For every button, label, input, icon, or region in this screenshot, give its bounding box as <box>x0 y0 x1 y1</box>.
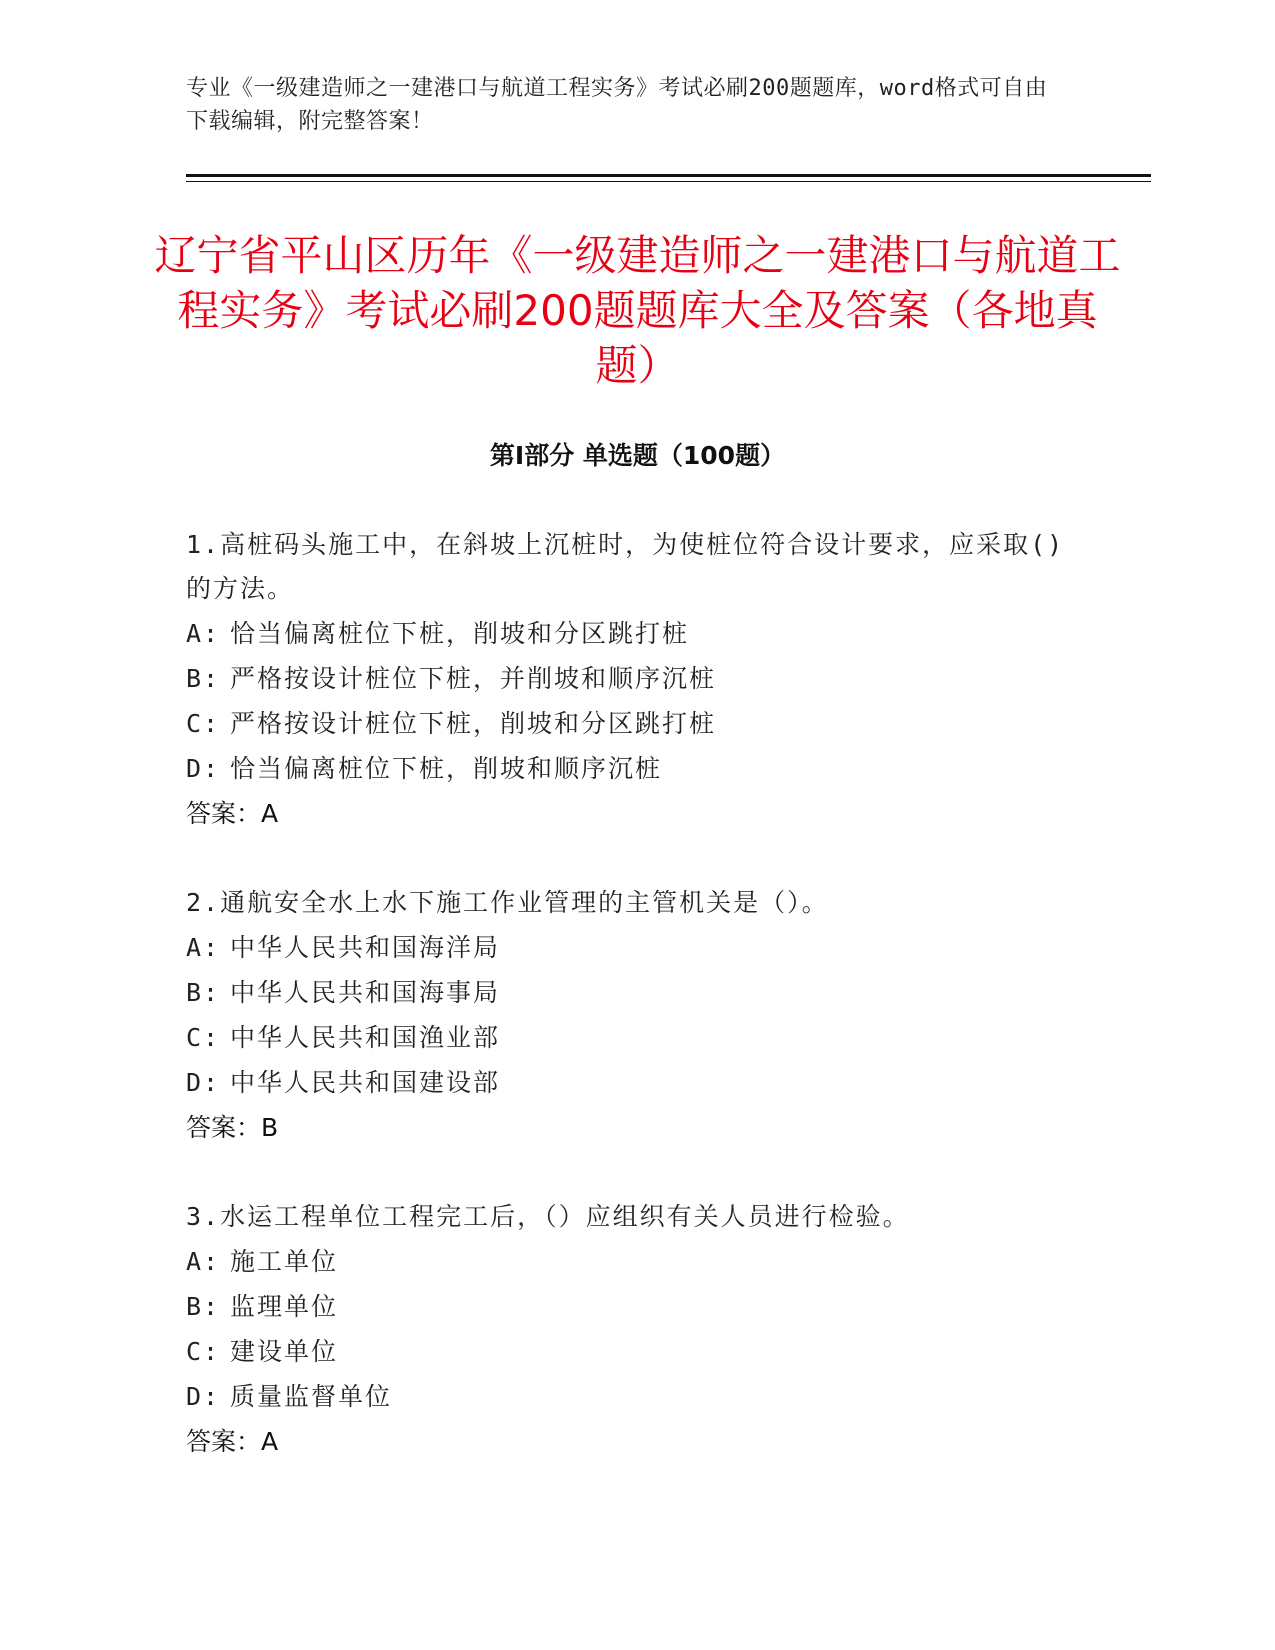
section-heading: 第I部分 单选题（100题） <box>489 441 786 470</box>
option-text: 中华人民共和国海事局 <box>230 978 501 1007</box>
option-letter: D: <box>186 1382 221 1411</box>
option-letter: B: <box>186 978 221 1007</box>
option-text: 施工单位 <box>230 1247 339 1276</box>
option-b <box>186 656 1066 701</box>
question-stem: 1.高桩码头施工中，在斜坡上沉桩时，为使桩位符合设计要求，应采取()的方法。 <box>186 530 1065 603</box>
option-text: 中华人民共和国渔业部 <box>230 1023 501 1052</box>
header-divider-thin <box>186 181 1151 182</box>
option-text: 建设单位 <box>230 1337 339 1366</box>
option-a <box>186 925 1066 970</box>
question-2 <box>186 881 1066 1150</box>
option-text: 严格按设计桩位下桩，削坡和分区跳打桩 <box>230 709 717 738</box>
question-stem: 2.通航安全水上水下施工作业管理的主管机关是（）。 <box>186 888 829 917</box>
question-stem: 3.水运工程单位工程完工后，（）应组织有关人员进行检验。 <box>186 1202 910 1231</box>
answer: 答案：A <box>186 799 279 828</box>
document-title: 辽宁省平山区历年《一级建造师之一建港口与航道工程实务》考试必刷200题题库大全及答案（各地真题） <box>154 231 1121 390</box>
option-text: 恰当偏离桩位下桩，削坡和顺序沉桩 <box>230 754 663 783</box>
option-letter: B: <box>186 664 221 693</box>
option-letter: A: <box>186 619 221 648</box>
header-divider-thick <box>186 174 1151 177</box>
option-c <box>186 1329 1066 1374</box>
answer: 答案：A <box>186 1427 279 1456</box>
option-b <box>186 970 1066 1015</box>
option-text: 中华人民共和国建设部 <box>230 1068 501 1097</box>
option-letter: C: <box>186 1337 221 1366</box>
option-d <box>186 1060 1066 1105</box>
header-note: 专业《一级建造师之一建港口与航道工程实务》考试必刷200题题库，word格式可自由下载编辑，附完整答案！ <box>186 76 1048 134</box>
option-c <box>186 1015 1066 1060</box>
question-3 <box>186 1195 1066 1464</box>
option-a <box>186 1239 1066 1284</box>
answer: 答案：B <box>186 1113 279 1142</box>
option-d <box>186 746 1066 791</box>
option-letter: A: <box>186 1247 221 1276</box>
option-c <box>186 701 1066 746</box>
option-text: 严格按设计桩位下桩，并削坡和顺序沉桩 <box>230 664 717 693</box>
question-list <box>186 523 1066 1509</box>
option-text: 质量监督单位 <box>230 1382 393 1411</box>
option-letter: C: <box>186 709 221 738</box>
option-a <box>186 611 1066 656</box>
option-letter: C: <box>186 1023 221 1052</box>
option-text: 恰当偏离桩位下桩，削坡和分区跳打桩 <box>230 619 690 648</box>
question-1 <box>186 523 1066 836</box>
option-b <box>186 1284 1066 1329</box>
option-text: 中华人民共和国海洋局 <box>230 933 501 962</box>
option-d <box>186 1374 1066 1419</box>
option-letter: D: <box>186 754 221 783</box>
option-letter: D: <box>186 1068 221 1097</box>
option-letter: B: <box>186 1292 221 1321</box>
option-text: 监理单位 <box>230 1292 339 1321</box>
option-letter: A: <box>186 933 221 962</box>
